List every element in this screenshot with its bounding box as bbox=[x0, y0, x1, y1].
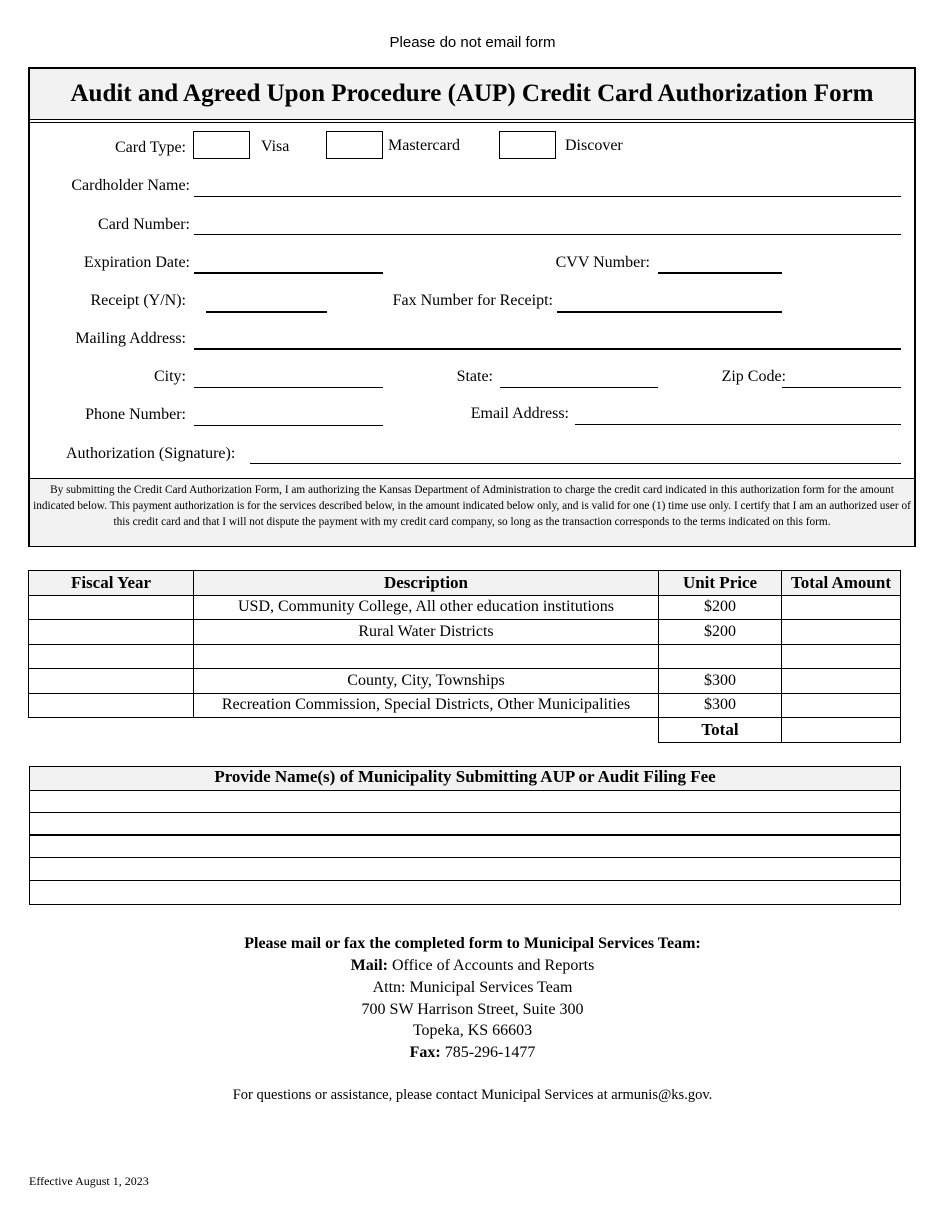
fiscal-year-cell[interactable] bbox=[29, 620, 194, 645]
zip-code-field[interactable] bbox=[782, 387, 901, 388]
description-header: Description bbox=[194, 571, 659, 596]
email-address-label: Email Address: bbox=[470, 405, 569, 422]
unit-price-cell bbox=[659, 644, 782, 669]
city-label: City: bbox=[153, 368, 186, 385]
cardholder-name-field[interactable] bbox=[194, 196, 901, 197]
empty-cell bbox=[29, 718, 194, 743]
fax-label: Fax: bbox=[409, 1044, 441, 1061]
table-row bbox=[29, 693, 901, 718]
municipality-name-line-3[interactable] bbox=[30, 857, 900, 858]
mail-city: Topeka, KS 66603 bbox=[412, 1022, 533, 1039]
grand-total-cell[interactable] bbox=[782, 718, 901, 743]
zip-code-label: Zip Code: bbox=[721, 368, 786, 385]
fee-table-header-row bbox=[29, 571, 901, 596]
unit-price-cell: $200 bbox=[659, 620, 782, 645]
municipality-name-line-4[interactable] bbox=[30, 880, 900, 881]
phone-number-field[interactable] bbox=[194, 425, 383, 426]
mail-street: 700 SW Harrison Street, Suite 300 bbox=[361, 1001, 584, 1018]
mail-line bbox=[0, 957, 945, 975]
fiscal-year-cell[interactable] bbox=[29, 644, 194, 669]
city-field[interactable] bbox=[194, 387, 383, 388]
signature-field[interactable] bbox=[250, 463, 901, 464]
total-amount-cell[interactable] bbox=[782, 693, 901, 718]
fiscal-year-header: Fiscal Year bbox=[29, 571, 194, 596]
card-number-field[interactable] bbox=[194, 234, 901, 235]
contact-note: For questions or assistance, please contact Municipal Services at armunis@ks.gov. bbox=[232, 1087, 713, 1103]
visa-checkbox[interactable] bbox=[193, 131, 250, 159]
fee-table bbox=[28, 570, 901, 743]
mail-label: Mail: bbox=[350, 957, 388, 974]
cardholder-name-label: Cardholder Name: bbox=[71, 177, 190, 194]
municipality-header-divider bbox=[30, 790, 900, 791]
title-divider-bottom bbox=[30, 122, 914, 123]
discover-checkbox[interactable] bbox=[499, 131, 556, 159]
mailing-heading: Please mail or fax the completed form to Municipal Services Team: bbox=[244, 935, 701, 952]
signature-label: Authorization (Signature): bbox=[66, 445, 236, 462]
table-row bbox=[29, 644, 901, 669]
mail-attn: Attn: Municipal Services Team bbox=[372, 979, 573, 996]
phone-number-label: Phone Number: bbox=[85, 406, 186, 423]
description-cell: USD, Community College, All other education institutions bbox=[194, 595, 659, 620]
municipality-name-line-2[interactable] bbox=[30, 834, 900, 836]
effective-date: Effective August 1, 2023 bbox=[29, 1174, 149, 1188]
discover-label: Discover bbox=[565, 137, 623, 154]
card-type-label: Card Type: bbox=[114, 139, 186, 156]
card-number-label: Card Number: bbox=[98, 216, 190, 233]
authorization-disclaimer: By submitting the Credit Card Authorization Form, I am authorizing the Kansas Department of Administration to charge the credit card indicated in this authorization form for the amount indicated below. This payment authorization is for the services described below, in the amount indicated below only, and is valid for one (1) time use only. I certify that I am an authorized user of this credit card and that I will not dispute the payment with my credit card company, so long as the transaction corresponds to the terms indicated on this form. bbox=[33, 484, 911, 528]
table-row bbox=[29, 620, 901, 645]
expiration-date-label: Expiration Date: bbox=[83, 254, 190, 271]
mailing-address-field[interactable] bbox=[194, 348, 901, 350]
state-field[interactable] bbox=[500, 387, 658, 388]
title-divider-top bbox=[30, 119, 914, 120]
do-not-email-note: Please do not email form bbox=[389, 34, 556, 51]
description-cell: Recreation Commission, Special Districts, Other Municipalities bbox=[194, 693, 659, 718]
receipt-field[interactable] bbox=[206, 311, 327, 313]
total-amount-cell[interactable] bbox=[782, 595, 901, 620]
email-address-field[interactable] bbox=[575, 424, 901, 425]
empty-cell bbox=[194, 718, 659, 743]
state-label: State: bbox=[456, 368, 493, 385]
table-row bbox=[29, 595, 901, 620]
form-title: Audit and Agreed Upon Procedure (AUP) Credit Card Authorization Form bbox=[70, 80, 874, 107]
description-cell bbox=[194, 644, 659, 669]
visa-label: Visa bbox=[261, 138, 290, 155]
mail-office: Office of Accounts and Reports bbox=[392, 957, 595, 974]
total-amount-cell[interactable] bbox=[782, 669, 901, 694]
total-amount-header: Total Amount bbox=[782, 571, 901, 596]
fiscal-year-cell[interactable] bbox=[29, 669, 194, 694]
description-cell: County, City, Townships bbox=[194, 669, 659, 694]
total-amount-cell[interactable] bbox=[782, 620, 901, 645]
table-row bbox=[29, 669, 901, 694]
expiration-date-field[interactable] bbox=[194, 272, 383, 274]
fax-number: 785-296-1477 bbox=[444, 1044, 536, 1061]
fax-receipt-label: Fax Number for Receipt: bbox=[392, 292, 553, 309]
mastercard-checkbox[interactable] bbox=[326, 131, 383, 159]
mastercard-label: Mastercard bbox=[388, 137, 460, 154]
description-cell: Rural Water Districts bbox=[194, 620, 659, 645]
municipality-name-line-1[interactable] bbox=[30, 812, 900, 813]
fax-line bbox=[0, 1044, 945, 1062]
fax-receipt-field[interactable] bbox=[557, 311, 782, 313]
unit-price-cell: $300 bbox=[659, 669, 782, 694]
municipality-title: Provide Name(s) of Municipality Submitting AUP or Audit Filing Fee bbox=[214, 767, 716, 786]
receipt-label: Receipt (Y/N): bbox=[90, 292, 186, 309]
unit-price-cell: $200 bbox=[659, 595, 782, 620]
unit-price-cell: $300 bbox=[659, 693, 782, 718]
fiscal-year-cell[interactable] bbox=[29, 693, 194, 718]
fiscal-year-cell[interactable] bbox=[29, 595, 194, 620]
total-row bbox=[29, 718, 901, 743]
total-label: Total bbox=[659, 718, 782, 743]
mailing-address-label: Mailing Address: bbox=[75, 330, 186, 347]
cvv-number-label: CVV Number: bbox=[555, 254, 650, 271]
cvv-number-field[interactable] bbox=[658, 272, 782, 274]
total-amount-cell[interactable] bbox=[782, 644, 901, 669]
unit-price-header: Unit Price bbox=[659, 571, 782, 596]
